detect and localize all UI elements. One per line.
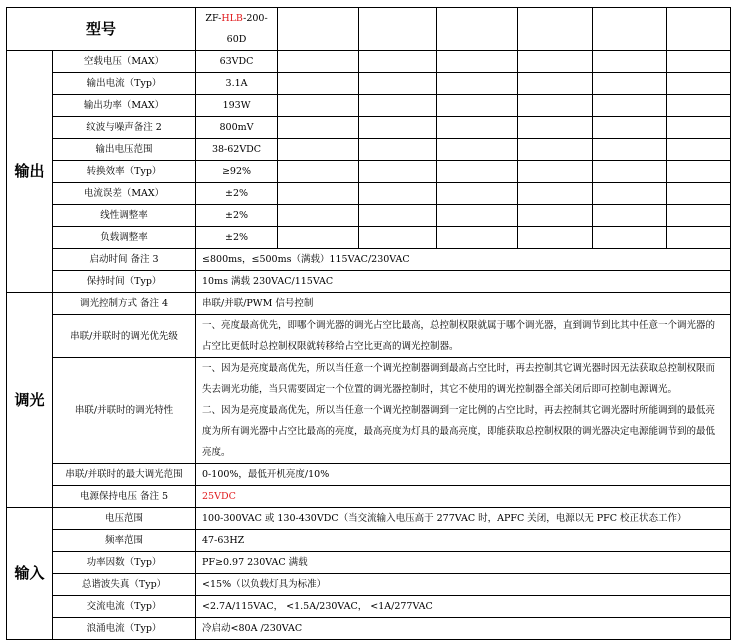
table-row (7, 574, 731, 596)
row-value: 一、因为是亮度最高优先，所以当任意一个调光控制器调到最高占空比时，再去控制其它调光器时因无法获取总控制权限而失去调光功能，当只需要固定一个位置的调光器控制时，其它不使用的调光控制器全部关闭后即可控制电源调光。 二、因为是亮度最高优先，所以当任意一个调光控制器调到一定比例的占空比时，再去控制其它调光器时所能调到的最低亮度为所有调光器中占空比最高的亮度，最高亮度为灯具的最高亮度，即能获取总控制权限的调光器决定电源能调节到的最低亮度。 (196, 358, 731, 464)
table-row (7, 293, 731, 315)
table-row (7, 464, 731, 486)
table-row (7, 139, 731, 161)
row-label: 电流误差（MAX） (53, 183, 196, 205)
section-output: 输出 (7, 51, 53, 293)
model-value: ZF-HLB-200-60D (196, 8, 278, 51)
section-dimming: 调光 (7, 293, 53, 508)
row-value: 10ms 满载 230VAC/115VAC (196, 271, 731, 293)
row-value: 冷启动<80A /230VAC (196, 618, 731, 640)
row-label: 电压范围 (53, 508, 196, 530)
row-label: 浪涌电流（Typ） (53, 618, 196, 640)
row-value: <15%（以负载灯具为标准） (196, 574, 731, 596)
row-value: PF≥0.97 230VAC 满载 (196, 552, 731, 574)
row-value: ≤800ms，≤500ms（满载）115VAC/230VAC (196, 249, 731, 271)
header-row (7, 8, 731, 51)
row-value: ±2% (196, 227, 278, 249)
table-row (7, 183, 731, 205)
row-label: 输出电流（Typ） (53, 73, 196, 95)
table-row (7, 73, 731, 95)
table-row (7, 249, 731, 271)
table-row (7, 95, 731, 117)
table-row (7, 552, 731, 574)
row-value: 800mV (196, 117, 278, 139)
row-value: <2.7A/115VAC， <1.5A/230VAC， <1A/277VAC (196, 596, 731, 618)
table-row (7, 315, 731, 358)
table-row (7, 530, 731, 552)
row-label: 空载电压（MAX） (53, 51, 196, 73)
row-value: 25VDC (196, 486, 731, 508)
row-label: 电源保持电压 备注 5 (53, 486, 196, 508)
row-label: 调光控制方式 备注 4 (53, 293, 196, 315)
row-value: 3.1A (196, 73, 278, 95)
row-value: 0-100%，最低开机亮度/10% (196, 464, 731, 486)
spec-table (6, 7, 731, 640)
table-row (7, 271, 731, 293)
model-highlight: HLB (221, 13, 244, 24)
row-value: ±2% (196, 183, 278, 205)
row-label: 功率因数（Typ） (53, 552, 196, 574)
table-row (7, 205, 731, 227)
row-value: 一、亮度最高优先，即哪个调光器的调光占空比最高，总控制权限就属于哪个调光器，直到调节到比其中任意一个调光器的占空比更低时总控制权限就转移给占空比更高的调光控制器。 (196, 315, 731, 358)
section-input: 输入 (7, 508, 53, 640)
table-row (7, 596, 731, 618)
row-label: 频率范围 (53, 530, 196, 552)
table-row (7, 117, 731, 139)
row-label: 保持时间（Typ） (53, 271, 196, 293)
row-label: 串联/并联时的调光特性 (53, 358, 196, 464)
row-label: 串联/并联时的调光优先级 (53, 315, 196, 358)
row-label: 启动时间 备注 3 (53, 249, 196, 271)
table-row (7, 227, 731, 249)
row-label: 线性调整率 (53, 205, 196, 227)
row-value: 100-300VAC 或 130-430VDC（当交流输入电压高于 277VAC 时，APFC 关闭，电源以无 PFC 校正状态工作） (196, 508, 731, 530)
table-row (7, 486, 731, 508)
row-label: 输出功率（MAX） (53, 95, 196, 117)
model-header: 型号 (7, 8, 196, 51)
row-value: 47-63HZ (196, 530, 731, 552)
table-row (7, 161, 731, 183)
row-value: 38-62VDC (196, 139, 278, 161)
row-value: ≥92% (196, 161, 278, 183)
row-label: 交流电流（Typ） (53, 596, 196, 618)
table-row (7, 508, 731, 530)
row-label: 纹波与噪声备注 2 (53, 117, 196, 139)
row-value: 串联/并联/PWM 信号控制 (196, 293, 731, 315)
row-value: 63VDC (196, 51, 278, 73)
table-row (7, 358, 731, 464)
row-label: 输出电压范围 (53, 139, 196, 161)
row-label: 总谐波失真（Typ） (53, 574, 196, 596)
row-value: ±2% (196, 205, 278, 227)
table-row (7, 618, 731, 640)
row-label: 转换效率（Typ） (53, 161, 196, 183)
row-value: 193W (196, 95, 278, 117)
row-label: 负载调整率 (53, 227, 196, 249)
row-label: 串联/并联时的最大调光范围 (53, 464, 196, 486)
table-row (7, 51, 731, 73)
